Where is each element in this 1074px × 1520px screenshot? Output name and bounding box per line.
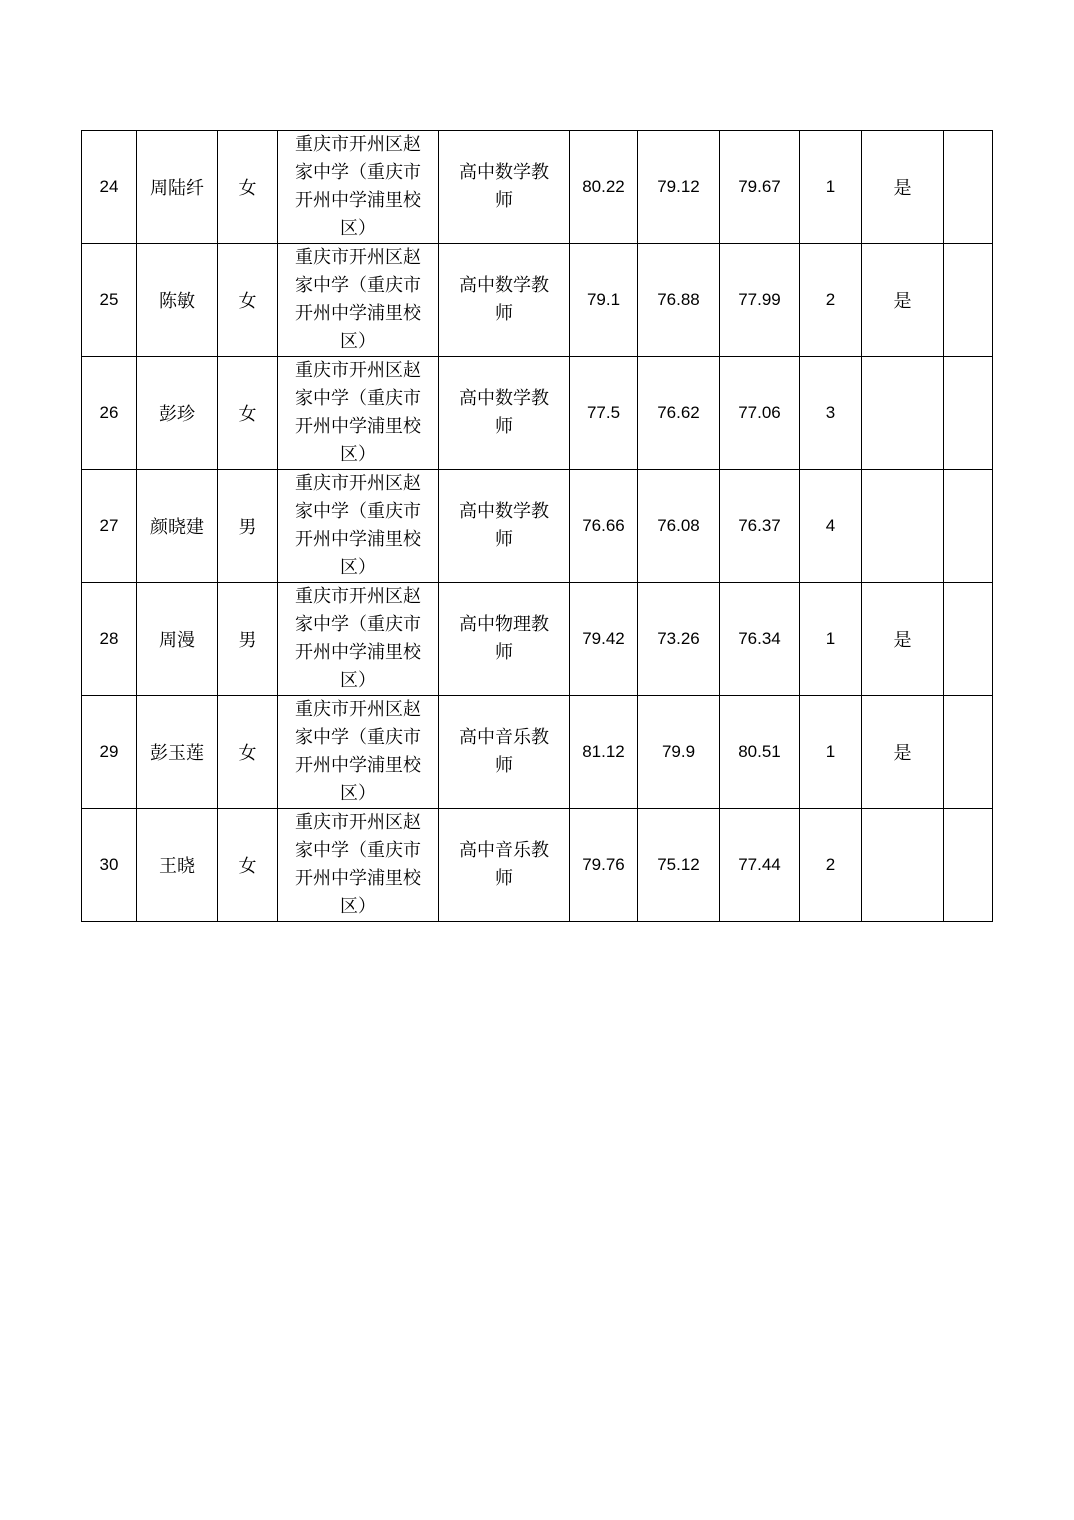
cell-interview-score: 76.88 bbox=[638, 244, 720, 357]
table-body bbox=[82, 131, 993, 922]
cell-school-text: 重庆市开州区赵家中学（重庆市开州中学浦里校区） bbox=[295, 247, 421, 352]
cell-number: 25 bbox=[82, 244, 137, 357]
cell-position bbox=[439, 809, 570, 922]
cell-selected: 是 bbox=[862, 131, 944, 244]
cell-name: 周漫 bbox=[137, 583, 218, 696]
table-row bbox=[82, 357, 993, 470]
cell-selected: 是 bbox=[862, 696, 944, 809]
cell-position-text: 高中数学教师 bbox=[459, 501, 549, 550]
cell-name: 颜晓建 bbox=[137, 470, 218, 583]
cell-school-text: 重庆市开州区赵家中学（重庆市开州中学浦里校区） bbox=[295, 360, 421, 465]
cell-note bbox=[944, 357, 993, 470]
cell-number: 24 bbox=[82, 131, 137, 244]
cell-number: 26 bbox=[82, 357, 137, 470]
cell-school bbox=[278, 131, 439, 244]
cell-position-text: 高中物理教师 bbox=[459, 614, 549, 663]
cell-written-score: 77.5 bbox=[570, 357, 638, 470]
cell-rank: 4 bbox=[800, 470, 862, 583]
cell-selected: 是 bbox=[862, 583, 944, 696]
table-row bbox=[82, 244, 993, 357]
cell-written-score: 79.42 bbox=[570, 583, 638, 696]
cell-note bbox=[944, 583, 993, 696]
cell-position-text: 高中音乐教师 bbox=[459, 727, 549, 776]
cell-written-score: 79.76 bbox=[570, 809, 638, 922]
cell-total-score: 79.67 bbox=[720, 131, 800, 244]
cell-interview-score: 73.26 bbox=[638, 583, 720, 696]
cell-number: 27 bbox=[82, 470, 137, 583]
cell-rank: 1 bbox=[800, 696, 862, 809]
cell-written-score: 76.66 bbox=[570, 470, 638, 583]
cell-rank: 1 bbox=[800, 583, 862, 696]
cell-selected bbox=[862, 470, 944, 583]
cell-school bbox=[278, 470, 439, 583]
cell-school bbox=[278, 357, 439, 470]
cell-gender: 男 bbox=[218, 583, 278, 696]
cell-school bbox=[278, 809, 439, 922]
cell-rank: 2 bbox=[800, 244, 862, 357]
cell-position-text: 高中数学教师 bbox=[459, 162, 549, 211]
cell-school-text: 重庆市开州区赵家中学（重庆市开州中学浦里校区） bbox=[295, 586, 421, 691]
cell-note bbox=[944, 696, 993, 809]
cell-school bbox=[278, 583, 439, 696]
cell-position bbox=[439, 131, 570, 244]
cell-school bbox=[278, 244, 439, 357]
cell-note bbox=[944, 244, 993, 357]
cell-position bbox=[439, 583, 570, 696]
cell-school-text: 重庆市开州区赵家中学（重庆市开州中学浦里校区） bbox=[295, 812, 421, 917]
cell-gender: 女 bbox=[218, 696, 278, 809]
cell-name: 王晓 bbox=[137, 809, 218, 922]
cell-written-score: 81.12 bbox=[570, 696, 638, 809]
cell-total-score: 77.44 bbox=[720, 809, 800, 922]
cell-selected bbox=[862, 809, 944, 922]
cell-gender: 女 bbox=[218, 809, 278, 922]
cell-interview-score: 76.62 bbox=[638, 357, 720, 470]
cell-school-text: 重庆市开州区赵家中学（重庆市开州中学浦里校区） bbox=[295, 473, 421, 578]
cell-school bbox=[278, 696, 439, 809]
cell-written-score: 80.22 bbox=[570, 131, 638, 244]
cell-interview-score: 75.12 bbox=[638, 809, 720, 922]
table-row bbox=[82, 470, 993, 583]
cell-selected bbox=[862, 357, 944, 470]
cell-position bbox=[439, 696, 570, 809]
cell-number: 30 bbox=[82, 809, 137, 922]
cell-note bbox=[944, 470, 993, 583]
cell-note bbox=[944, 131, 993, 244]
cell-gender: 女 bbox=[218, 244, 278, 357]
cell-name: 周陆纤 bbox=[137, 131, 218, 244]
cell-name: 彭玉莲 bbox=[137, 696, 218, 809]
cell-total-score: 76.37 bbox=[720, 470, 800, 583]
cell-position bbox=[439, 357, 570, 470]
cell-written-score: 79.1 bbox=[570, 244, 638, 357]
cell-rank: 3 bbox=[800, 357, 862, 470]
table-row bbox=[82, 696, 993, 809]
cell-interview-score: 79.12 bbox=[638, 131, 720, 244]
cell-position bbox=[439, 244, 570, 357]
cell-total-score: 77.99 bbox=[720, 244, 800, 357]
table-row bbox=[82, 131, 993, 244]
cell-position-text: 高中数学教师 bbox=[459, 275, 549, 324]
cell-number: 29 bbox=[82, 696, 137, 809]
cell-note bbox=[944, 809, 993, 922]
table-row bbox=[82, 809, 993, 922]
cell-total-score: 77.06 bbox=[720, 357, 800, 470]
cell-gender: 女 bbox=[218, 357, 278, 470]
cell-total-score: 76.34 bbox=[720, 583, 800, 696]
cell-name: 陈敏 bbox=[137, 244, 218, 357]
cell-interview-score: 79.9 bbox=[638, 696, 720, 809]
cell-gender: 女 bbox=[218, 131, 278, 244]
cell-selected: 是 bbox=[862, 244, 944, 357]
cell-school-text: 重庆市开州区赵家中学（重庆市开州中学浦里校区） bbox=[295, 699, 421, 804]
cell-position bbox=[439, 470, 570, 583]
cell-name: 彭珍 bbox=[137, 357, 218, 470]
table-row bbox=[82, 583, 993, 696]
cell-rank: 2 bbox=[800, 809, 862, 922]
cell-school-text: 重庆市开州区赵家中学（重庆市开州中学浦里校区） bbox=[295, 134, 421, 239]
cell-position-text: 高中音乐教师 bbox=[459, 840, 549, 889]
cell-number: 28 bbox=[82, 583, 137, 696]
results-table bbox=[81, 130, 993, 922]
cell-interview-score: 76.08 bbox=[638, 470, 720, 583]
cell-total-score: 80.51 bbox=[720, 696, 800, 809]
cell-gender: 男 bbox=[218, 470, 278, 583]
cell-rank: 1 bbox=[800, 131, 862, 244]
cell-position-text: 高中数学教师 bbox=[459, 388, 549, 437]
